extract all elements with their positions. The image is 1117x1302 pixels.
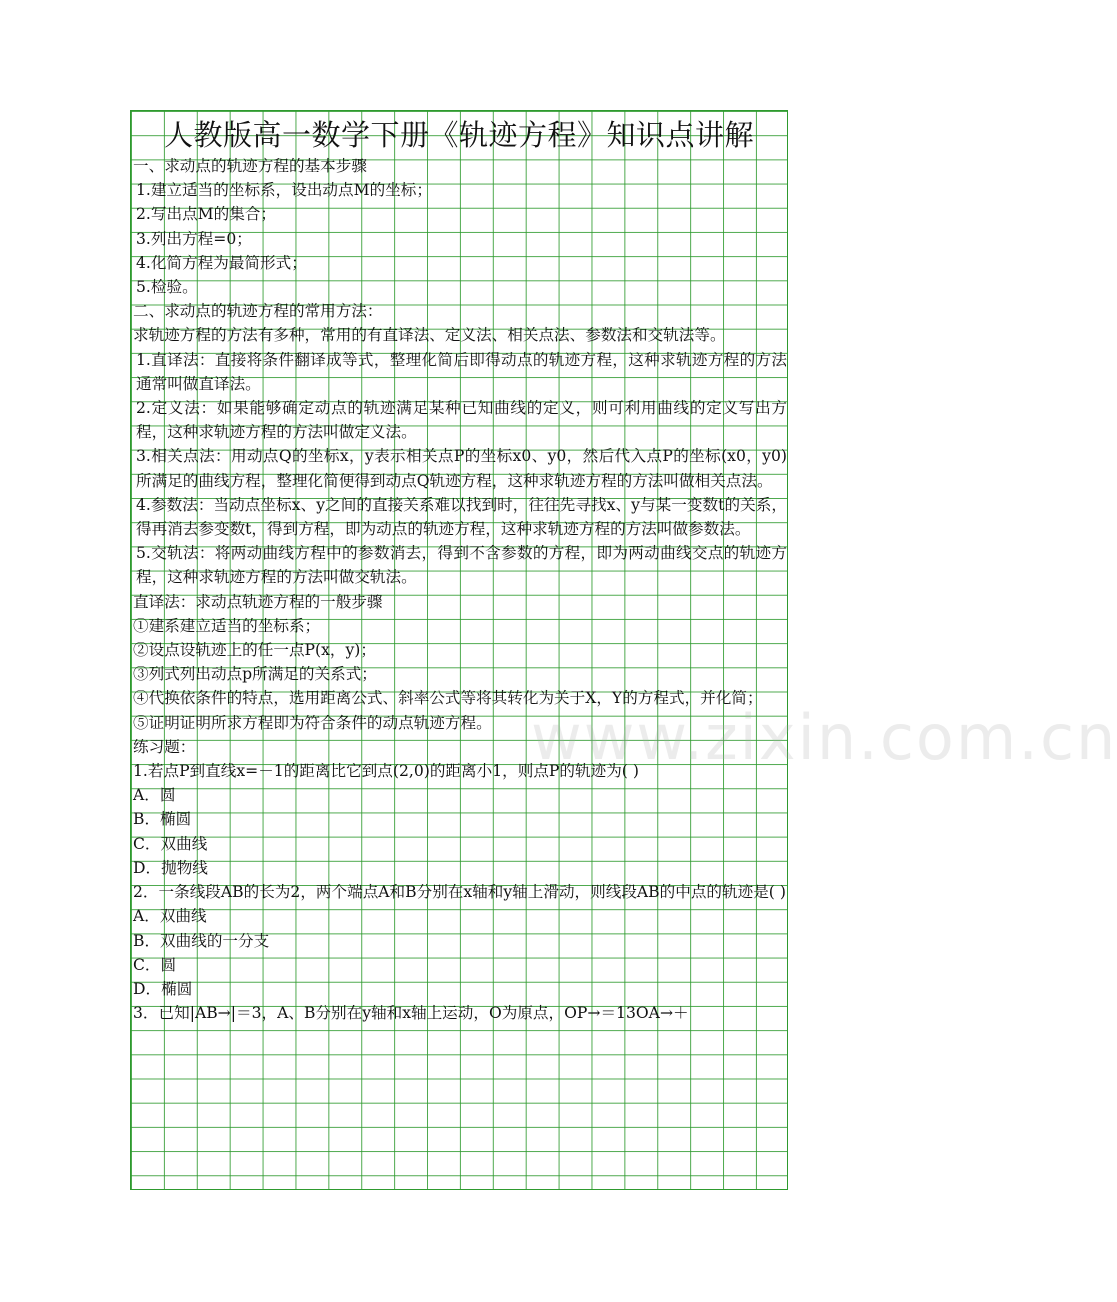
section1-step: 4.化简方程为最简形式； [136, 253, 307, 272]
method-paragraph: 1.直译法：直接将条件翻译成等式，整理化简后即得动点的轨迹方程，这种求轨迹方程的方法通常叫做直译法。 [136, 350, 787, 393]
question-1: 1.若点P到直线x=－1的距离比它到点(2,0)的距离小1，则点P的轨迹为( ) [133, 762, 639, 781]
direct-step: ①建系建立适当的坐标系； [133, 616, 321, 635]
direct-step: ③列式列出动点p所满足的关系式； [133, 665, 377, 684]
document-page [130, 110, 1117, 1190]
direct-step: ②设点设轨迹上的任一点P(x，y)； [133, 641, 376, 660]
watermark: www.zixin.com.cn [531, 701, 1117, 774]
document-body [131, 111, 787, 1025]
section1-step: 2.写出点M的集合； [136, 205, 277, 224]
question-2-option: A．双曲线 [133, 907, 207, 926]
direct-step: ⑤证明证明所求方程即为符合条件的动点轨迹方程。 [133, 713, 492, 732]
question-2: 2．一条线段AB的长为2，两个端点A和B分别在x轴和y轴上滑动，则线段AB的中点的轨迹是( ) [133, 883, 786, 902]
page-title: 人教版高一数学下册《轨迹方程》知识点讲解 [163, 118, 754, 152]
direct-step: ④代换依条件的特点，选用距离公式、斜率公式等将其转化为关于X，Y的方程式，并化简； [133, 689, 763, 708]
question-2-option: B．双曲线的一分支 [133, 931, 270, 950]
method-paragraph: 4.参数法：当动点坐标x、y之间的直接关系难以找到时，往往先寻找x、y与某一变数t的关系，得再消去参变数t，得到方程，即为动点的轨迹方程，这种求轨迹方程的方法叫做参数法。 [136, 495, 787, 539]
section1-heading: 一、求动点的轨迹方程的基本步骤 [133, 157, 367, 175]
section1-step: 5.检验。 [136, 278, 198, 297]
method-paragraph: 3.相关点法：用动点Q的坐标x，y表示相关点P的坐标x0、y0，然后代入点P的坐标(x0，y0)所满足的曲线方程，整理化简便得到动点Q轨迹方程，这种求轨迹方程的方法叫做相关点法。 [136, 447, 787, 490]
question-3: 3．已知|AB→|＝3，A、B分别在y轴和x轴上运动，O为原点，OP→＝13OA→＋ [133, 1004, 689, 1023]
question-1-option: B．椭圆 [133, 810, 192, 829]
section1-step: 3.列出方程=0； [136, 229, 252, 248]
exercises-heading: 练习题： [133, 737, 196, 756]
section1-step: 1.建立适当的坐标系，设出动点M的坐标； [136, 181, 432, 200]
direct-method-heading: 直译法：求动点轨迹方程的一般步骤 [133, 592, 383, 611]
method-paragraph: 5.交轨法：将两动曲线方程中的参数消去，得到不含参数的方程，即为两动曲线交点的轨迹方程，这种求轨迹方程的方法叫做交轨法。 [136, 544, 787, 587]
question-2-option: C．圆 [133, 955, 177, 974]
question-1-option: A．圆 [133, 786, 176, 805]
question-2-option: D．椭圆 [133, 979, 193, 998]
method-paragraph: 2.定义法：如果能够确定动点的轨迹满足某种已知曲线的定义，则可利用曲线的定义写出方程，这种求轨迹方程的方法叫做定义法。 [136, 399, 787, 442]
question-1-option: D．抛物线 [133, 858, 208, 877]
section2-heading: 二、求动点的轨迹方程的常用方法： [133, 302, 383, 321]
section2-intro: 求轨迹方程的方法有多种，常用的有直译法、定义法、相关点法、参数法和交轨法等。 [133, 326, 726, 345]
question-1-option: C．双曲线 [133, 834, 208, 853]
